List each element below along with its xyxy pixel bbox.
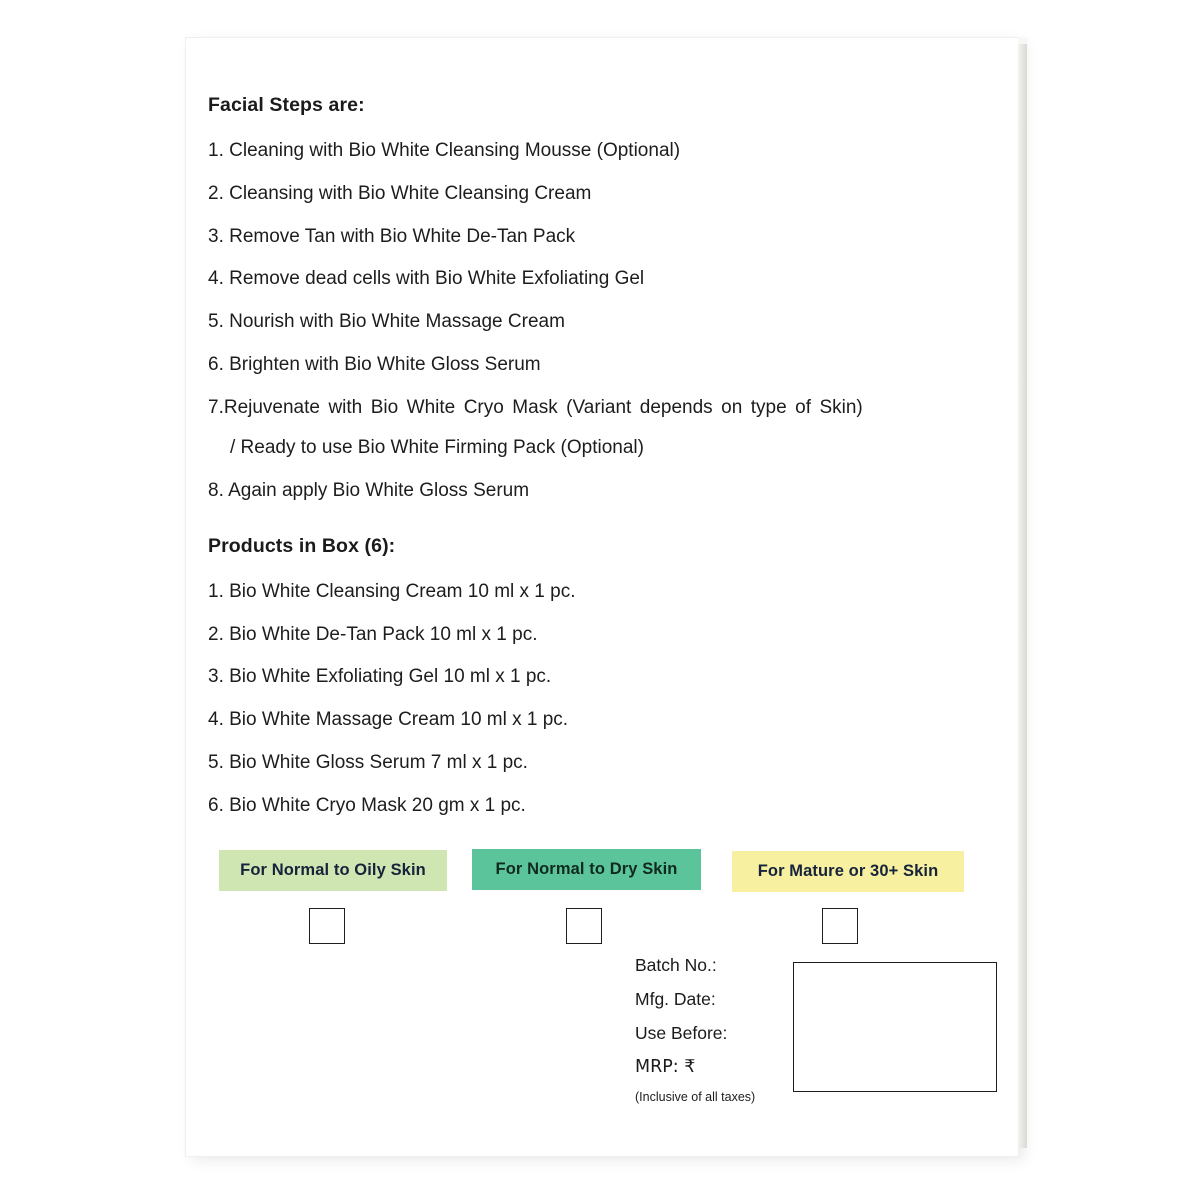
skin-type-banner-oily: For Normal to Oily Skin: [219, 850, 447, 891]
skin-type-checkbox-mature[interactable]: [822, 908, 858, 944]
facial-step-2: 2. Cleansing with Bio White Cleansing Cream: [208, 182, 592, 204]
batch-details-print-box: [793, 962, 997, 1092]
skin-type-checkbox-dry[interactable]: [566, 908, 602, 944]
products-in-box-title: Products in Box (6):: [208, 534, 396, 557]
mrp-label: MRP: ₹: [635, 1057, 696, 1077]
tax-note: (Inclusive of all taxes): [635, 1090, 756, 1104]
box-edge-right: [1018, 44, 1027, 1148]
skin-type-banners: [219, 849, 964, 893]
batch-no-label: Batch No.:: [635, 955, 717, 975]
product-item-6: 6. Bio White Cryo Mask 20 gm x 1 pc.: [208, 794, 526, 816]
facial-step-7-line1: 7.Rejuvenate with Bio White Cryo Mask (Variant depends on type of Skin): [208, 396, 863, 418]
skin-type-banner-mature: For Mature or 30+ Skin: [732, 851, 964, 892]
facial-step-1: 1. Cleaning with Bio White Cleansing Mousse (Optional): [208, 140, 681, 161]
product-item-3: 3. Bio White Exfoliating Gel 10 ml x 1 pc.: [208, 666, 552, 688]
facial-step-7-line2: / Ready to use Bio White Firming Pack (Optional): [230, 437, 644, 459]
skin-type-checkbox-oily[interactable]: [309, 908, 345, 944]
use-before-label: Use Before:: [635, 1023, 728, 1043]
skin-type-banner-dry: For Normal to Dry Skin: [472, 849, 701, 890]
products-in-box-list: [208, 580, 978, 818]
facial-step-6: 6. Brighten with Bio White Gloss Serum: [208, 353, 541, 375]
facial-step-8: 8. Again apply Bio White Gloss Serum: [208, 480, 530, 501]
facial-steps-list: [208, 139, 978, 503]
product-item-2: 2. Bio White De-Tan Pack 10 ml x 1 pc.: [208, 623, 538, 645]
facial-step-3: 3. Remove Tan with Bio White De-Tan Pack: [208, 225, 576, 247]
facial-step-5: 5. Nourish with Bio White Massage Cream: [208, 311, 565, 332]
mfg-date-label: Mfg. Date:: [635, 989, 716, 1009]
product-item-5: 5. Bio White Gloss Serum 7 ml x 1 pc.: [208, 751, 528, 773]
product-item-4: 4. Bio White Massage Cream 10 ml x 1 pc.: [208, 709, 569, 730]
facial-steps-title: Facial Steps are:: [208, 94, 365, 116]
facial-step-7: [208, 396, 898, 461]
facial-step-4: 4. Remove dead cells with Bio White Exfoliating Gel: [208, 268, 645, 290]
product-item-1: 1. Bio White Cleansing Cream 10 ml x 1 pc.: [208, 580, 576, 602]
